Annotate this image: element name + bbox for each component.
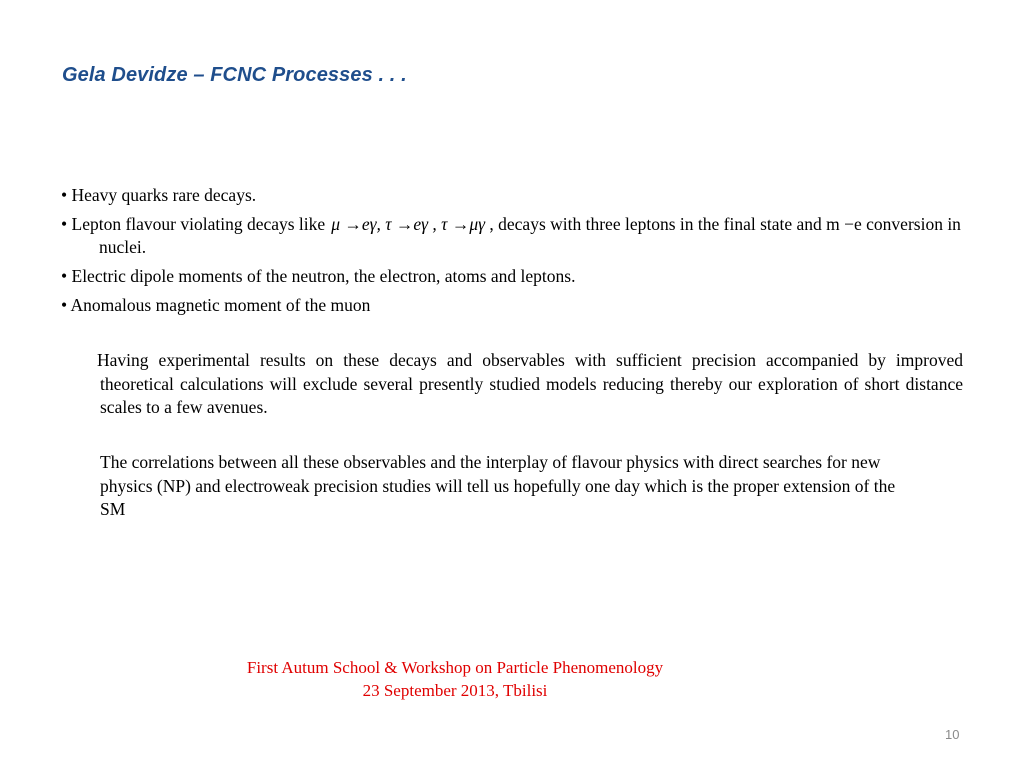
bullet-item-muon-moment xyxy=(61,294,966,317)
footer xyxy=(200,656,710,702)
paragraph-correlations: The correlations between all these observables and the interplay of flavour physics with direct searches for new physics (NP) and electroweak precision studies will tell us hopefully one day which is the proper extension of the SM xyxy=(100,452,896,519)
footer-event-name: First Autum School & Workshop on Particle Phenomenology xyxy=(246,658,664,677)
bullet-text-suffix: , decays with three leptons in the final state and m −e conversion in nuclei. xyxy=(99,214,961,257)
bullet-item-dipole-moments xyxy=(61,265,966,288)
footer-date-location: 23 September 2013, Tbilisi xyxy=(362,681,548,700)
page-number: 10 xyxy=(945,727,960,742)
slide-title: Gela Devidze – FCNC Processes . . . xyxy=(62,64,407,86)
bullet-item-heavy-quarks xyxy=(61,184,966,207)
decay-formula: μ →eγ, τ →eγ , τ →μγ xyxy=(331,214,486,234)
bullet-text: • Anomalous magnetic moment of the muon xyxy=(61,295,371,315)
bullet-list xyxy=(61,184,966,323)
bullet-item-lepton-flavour xyxy=(61,213,966,259)
bullet-text: • Electric dipole moments of the neutron, the electron, atoms and leptons. xyxy=(61,266,576,286)
bullet-text-prefix: • Lepton flavour violating decays like xyxy=(61,214,326,234)
bullet-text: • Heavy quarks rare decays. xyxy=(61,185,257,205)
paragraph-experimental-results: Having experimental results on these decays and observables with sufficient precision accompanied by improved theoretical calculations will exclude several presently studied models reducing thereby our exploration of short distance scales to a few avenues. xyxy=(97,350,963,417)
